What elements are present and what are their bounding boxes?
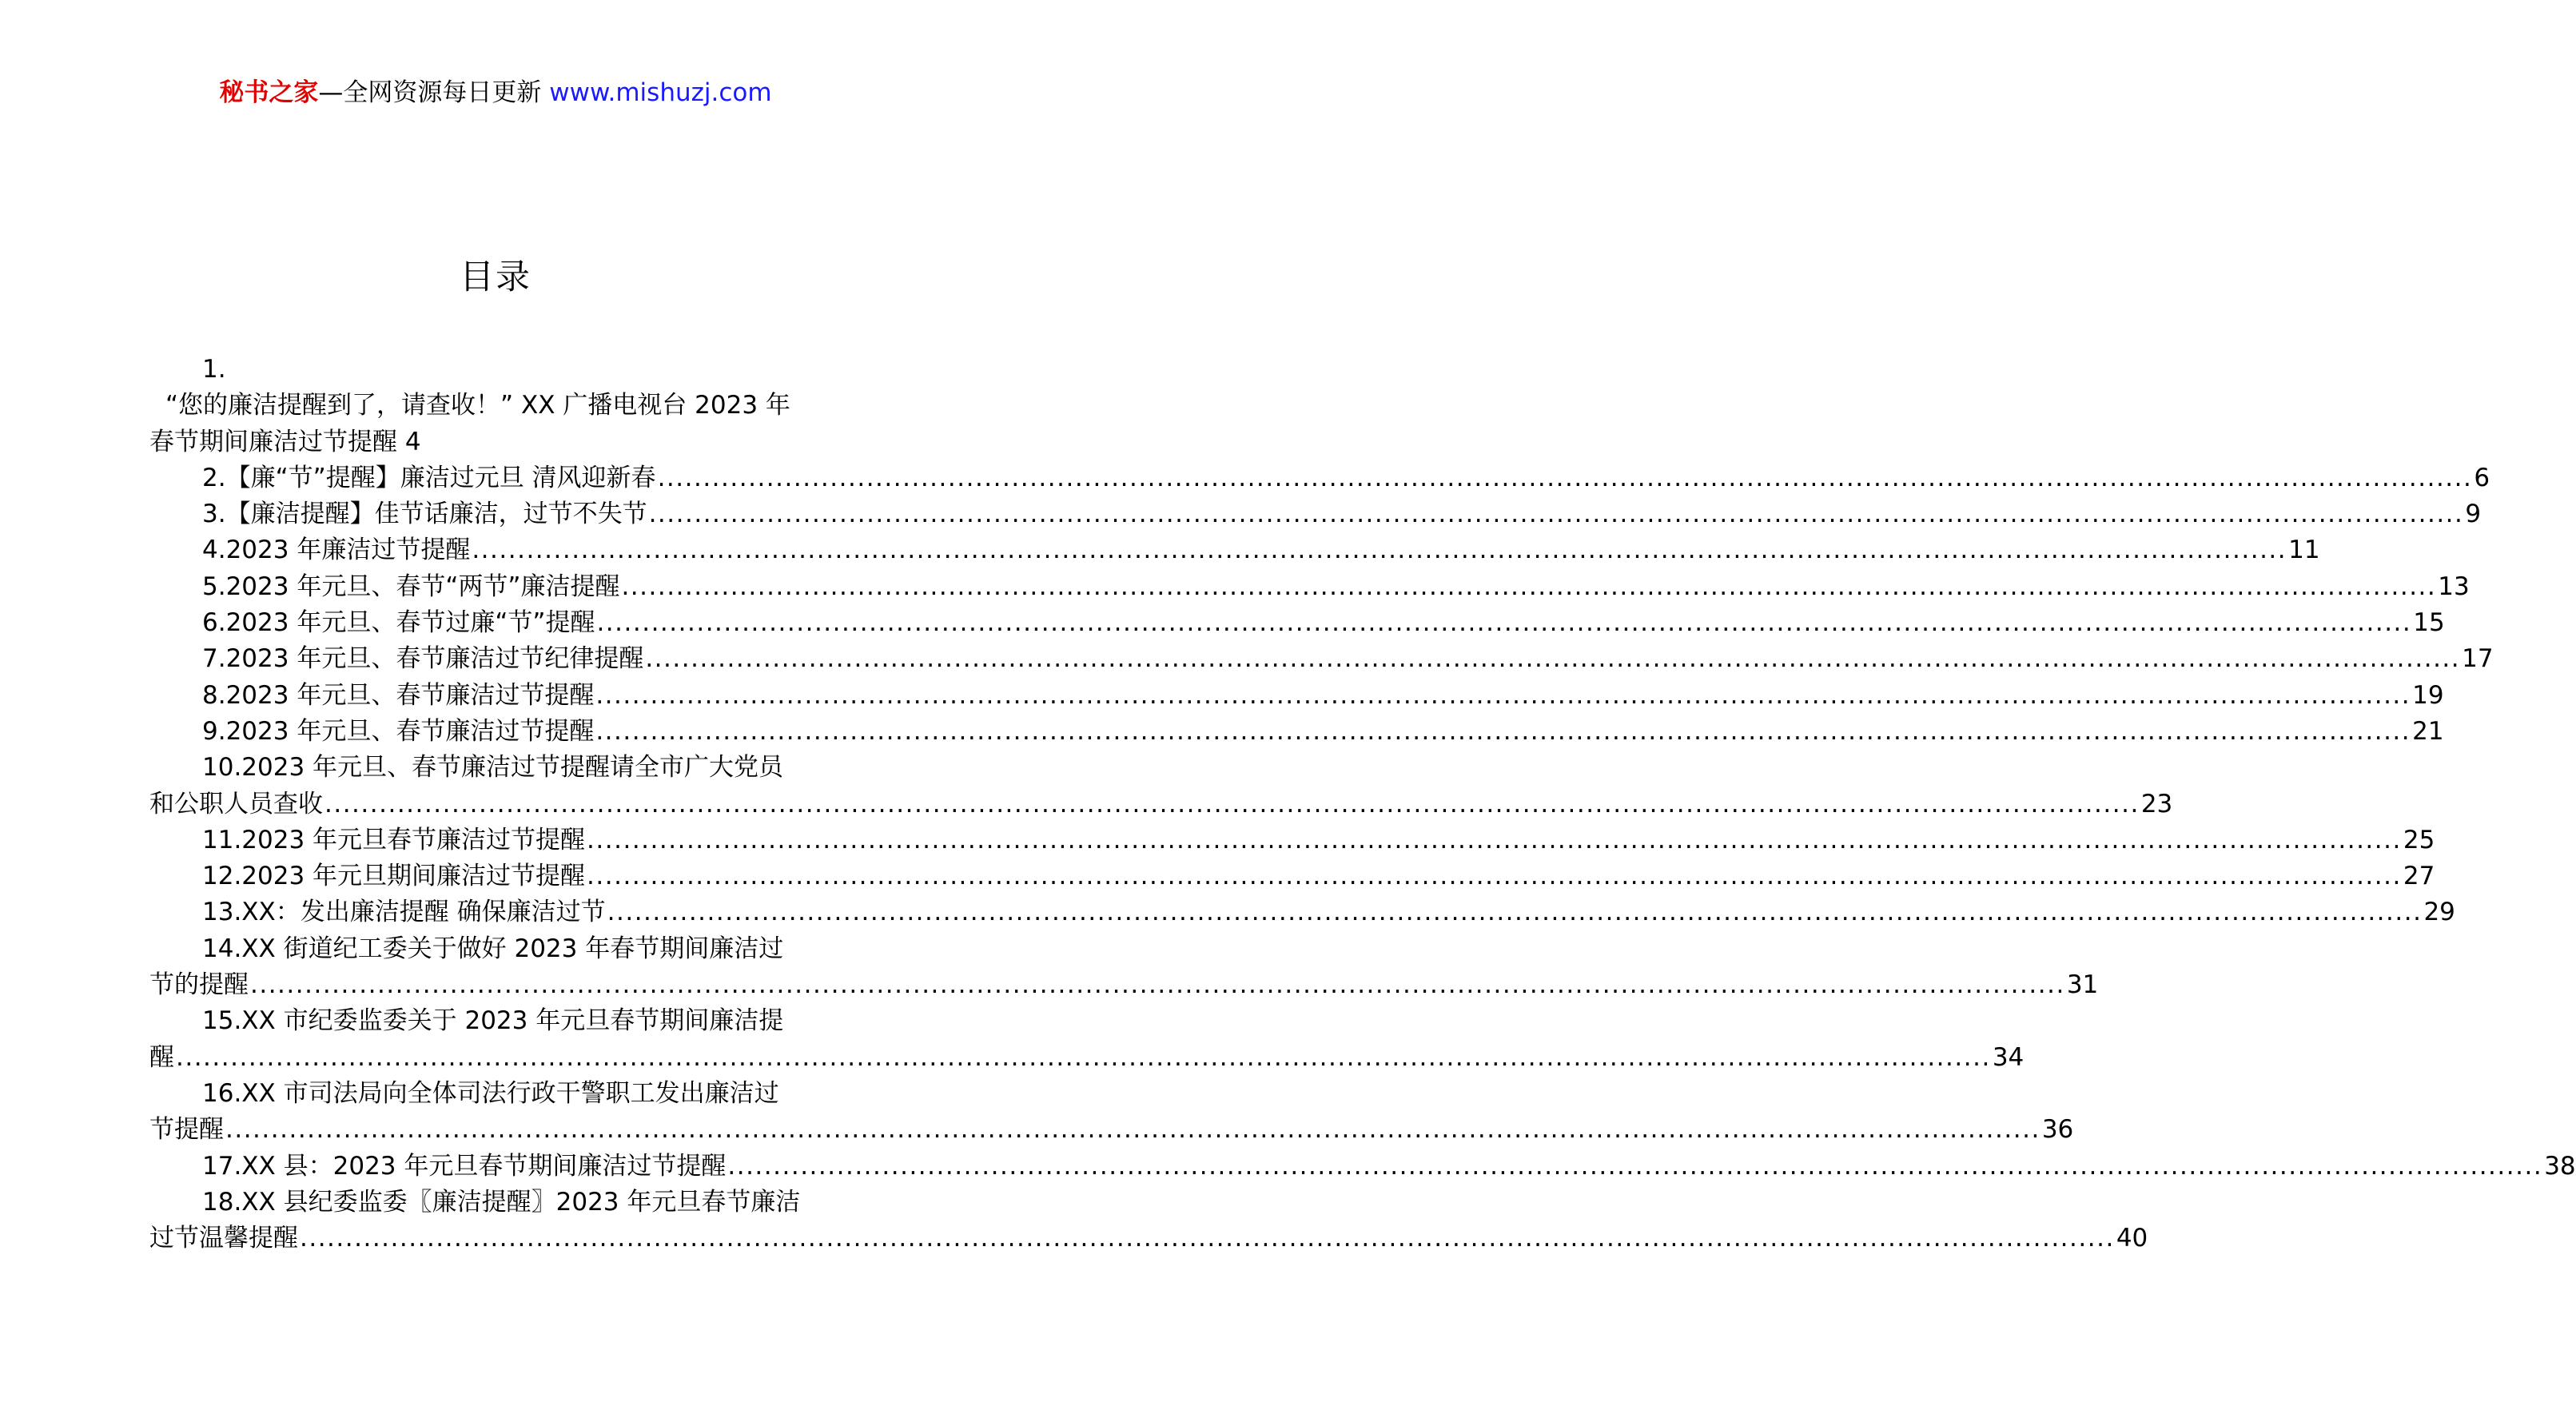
toc-entry-text: 3.【廉洁提醒】佳节话廉洁，过节不失节 — [202, 500, 647, 529]
toc-entry-15[interactable] — [149, 1003, 2025, 1076]
site-url-link[interactable]: www.mishuzj.com — [549, 78, 772, 107]
toc-leader-dots: ........................................................................................................................................................................................................ — [587, 825, 2402, 854]
toc-entry-text: 4.2023 年廉洁过节提醒 — [202, 536, 471, 565]
toc-entry-text: 7.2023 年元旦、春节廉洁过节纪律提醒 — [202, 644, 644, 674]
toc-page-number: 25 — [2403, 825, 2435, 854]
toc-entry-text: 11.2023 年元旦春节廉洁过节提醒 — [202, 825, 586, 854]
toc-entry-text: 12.2023 年元旦期间廉洁过节提醒 — [202, 862, 586, 891]
toc-entry-12[interactable] — [149, 858, 2435, 894]
toc-page-number: 21 — [2412, 716, 2444, 746]
toc-entry-number: 1. — [202, 355, 226, 384]
toc-entry-13[interactable] — [149, 894, 2455, 930]
toc-leader-dots: ........................................................................................................................................................................................................ — [225, 1115, 2040, 1145]
toc-page-number: 29 — [2423, 898, 2455, 927]
toc-entry-18[interactable] — [149, 1185, 2148, 1257]
toc-entry-4[interactable] — [149, 532, 2320, 568]
toc-leader-dots: ........................................................................................................................................................................................................ — [324, 789, 2140, 818]
toc-entry-text: 18.XX 县纪委监委〖廉洁提醒〗2023 年元旦春节廉洁 — [202, 1187, 801, 1217]
toc-entry-text: 2.【廉“节”提醒】廉洁过元旦 清风迎新春 — [202, 463, 656, 492]
toc-leader-dots: ........................................................................................................................................................................................................ — [595, 680, 2411, 710]
toc-entry-text: 10.2023 年元旦、春节廉洁过节提醒请全市广大党员 — [202, 753, 784, 783]
toc-page-number: 9 — [2465, 500, 2482, 529]
toc-entry-text-continued: 春节期间廉洁过节提醒 4 — [149, 427, 421, 456]
toc-page-number: 40 — [2116, 1224, 2148, 1253]
toc-entry-8[interactable] — [149, 678, 2444, 714]
table-of-contents — [149, 352, 2576, 1257]
toc-entry-text-continued: 和公职人员查收 — [149, 789, 323, 818]
toc-entry-text: 16.XX 市司法局向全体司法行政干警职工发出廉洁过 — [202, 1078, 779, 1108]
toc-entry-text: 15.XX 市纪委监委关于 2023 年元旦春节期间廉洁提 — [202, 1006, 784, 1036]
toc-leader-dots: ........................................................................................................................................................................................................ — [596, 608, 2412, 638]
toc-page-number: 23 — [2140, 789, 2173, 818]
toc-title: 目录 — [460, 257, 532, 297]
toc-entry-14[interactable] — [149, 931, 2099, 1004]
toc-entry-text: 6.2023 年元旦、春节过廉“节”提醒 — [202, 608, 595, 638]
toc-leader-dots: ........................................................................................................................................................................................................ — [250, 970, 2065, 1000]
toc-entry-text-continued: 节提醒 — [149, 1115, 224, 1145]
toc-page-number: 13 — [2438, 572, 2470, 601]
toc-entry-text-continued: 醒 — [149, 1042, 174, 1072]
toc-entry-text: 9.2023 年元旦、春节廉洁过节提醒 — [202, 716, 595, 746]
toc-page-number: 36 — [2041, 1115, 2074, 1145]
toc-entry-text: 17.XX 县：2023 年元旦春节期间廉洁过节提醒 — [202, 1151, 727, 1181]
toc-page-number: 19 — [2412, 680, 2444, 710]
toc-entry-6[interactable] — [149, 605, 2445, 641]
toc-leader-dots: ........................................................................................................................................................................................................ — [607, 898, 2423, 927]
toc-leader-dots: ........................................................................................................................................................................................................ — [587, 862, 2402, 891]
toc-leader-dots: ........................................................................................................................................................................................................ — [645, 644, 2461, 674]
toc-entry-text: 8.2023 年元旦、春节廉洁过节提醒 — [202, 680, 595, 710]
toc-entry-10[interactable] — [149, 750, 2173, 822]
toc-leader-dots: ........................................................................................................................................................................................................ — [472, 536, 2287, 565]
toc-entry-9[interactable] — [149, 714, 2444, 750]
toc-leader-dots: ........................................................................................................................................................................................................ — [648, 500, 2464, 529]
toc-leader-dots: ........................................................................................................................................................................................................ — [657, 463, 2473, 492]
toc-entry-2[interactable] — [149, 460, 2490, 496]
toc-entry-1[interactable] — [149, 352, 842, 460]
toc-page-number: 17 — [2462, 644, 2494, 674]
toc-entry-text-continued: 节的提醒 — [149, 970, 249, 1000]
toc-entry-16[interactable] — [149, 1076, 2074, 1149]
toc-leader-dots: ........................................................................................................................................................................................................ — [300, 1224, 2115, 1253]
toc-leader-dots: ........................................................................................................................................................................................................ — [621, 572, 2437, 601]
toc-entry-text: “您的廉洁提醒到了，请查收！” XX 广播电视台 2023 年 — [165, 391, 790, 420]
toc-entry-text: 13.XX：发出廉洁提醒 确保廉洁过节 — [202, 898, 606, 927]
toc-entry-text-continued: 过节温馨提醒 — [149, 1224, 298, 1253]
toc-entry-11[interactable] — [149, 822, 2435, 858]
toc-leader-dots: ........................................................................................................................................................................................................ — [595, 716, 2411, 746]
site-header — [0, 78, 991, 108]
toc-entry-7[interactable] — [149, 641, 2494, 677]
toc-entry-17[interactable] — [149, 1149, 2576, 1185]
toc-page-number: 34 — [1992, 1042, 2025, 1072]
brand-name: 秘书之家 — [219, 78, 319, 107]
toc-entry-3[interactable] — [149, 496, 2482, 532]
toc-leader-dots: ........................................................................................................................................................................................................ — [727, 1151, 2543, 1181]
toc-page-number: 27 — [2403, 862, 2435, 891]
toc-page-number: 6 — [2474, 463, 2490, 492]
header-tagline: —全网资源每日更新 — [318, 78, 550, 107]
toc-entry-text: 5.2023 年元旦、春节“两节”廉洁提醒 — [202, 572, 620, 601]
toc-page-number: 11 — [2288, 536, 2320, 565]
toc-page-number: 31 — [2066, 970, 2099, 1000]
toc-entry-5[interactable] — [149, 569, 2470, 605]
toc-page-number: 15 — [2413, 608, 2445, 638]
toc-leader-dots: ........................................................................................................................................................................................................ — [176, 1042, 1991, 1072]
toc-page-number: 38 — [2544, 1151, 2576, 1181]
toc-entry-text: 14.XX 街道纪工委关于做好 2023 年春节期间廉洁过 — [202, 934, 784, 963]
